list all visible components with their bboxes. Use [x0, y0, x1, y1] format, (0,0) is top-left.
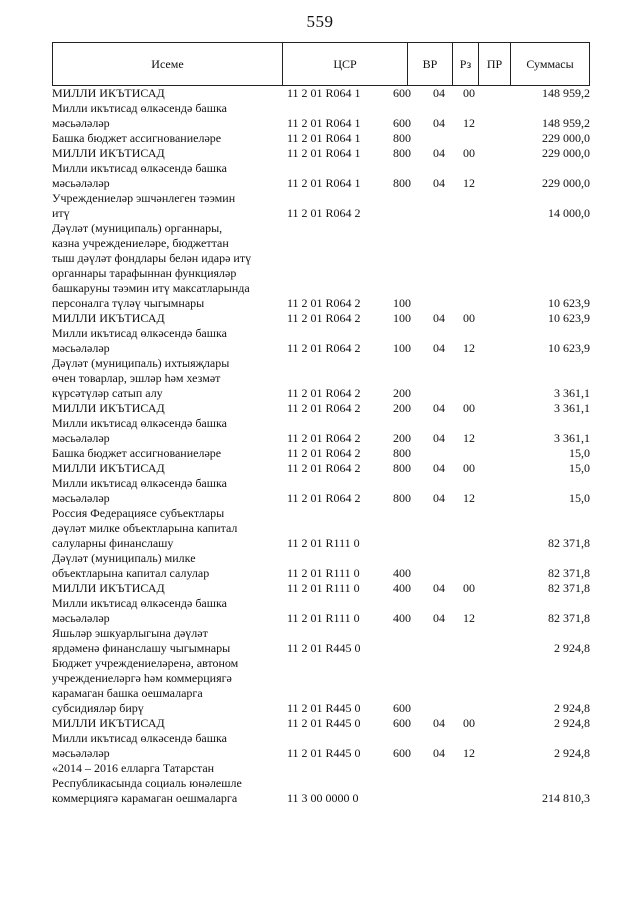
- row-sum: 2 924,8: [554, 746, 590, 760]
- header-rz: Рз: [453, 43, 479, 85]
- row-name-line: Милли икътисад өлкәсендә башка: [52, 161, 227, 175]
- row-name: [52, 221, 270, 311]
- page-number: 559: [306, 12, 334, 31]
- row-name-line: объектларына капитал салулар: [52, 566, 210, 580]
- row-sum: 10 623,9: [548, 296, 590, 310]
- row-rz: 04: [433, 176, 445, 190]
- row-rz: 04: [433, 461, 445, 475]
- row-sum: 148 959,2: [542, 116, 590, 130]
- row-vr: 600: [393, 86, 411, 100]
- header-pr: ПР: [479, 43, 511, 85]
- row-name: [52, 356, 270, 401]
- row-csr: 11 2 01 R064 1: [287, 146, 361, 160]
- table-row: [0, 191, 640, 221]
- row-name-line: мәсьәләләр: [52, 176, 110, 190]
- row-csr: 11 2 01 R064 2: [287, 491, 361, 505]
- row-sum: 3 361,1: [554, 386, 590, 400]
- row-csr: 11 2 01 R064 2: [287, 431, 361, 445]
- row-vr: 600: [393, 701, 411, 715]
- row-rz: 04: [433, 311, 445, 325]
- row-rz: 04: [433, 611, 445, 625]
- header-csr: ЦСР: [283, 43, 408, 85]
- row-pr: 00: [463, 461, 475, 475]
- row-name: [52, 446, 270, 461]
- table-row: [0, 221, 640, 311]
- row-name: [52, 326, 270, 356]
- row-name-line: субсидияләр бирү: [52, 701, 144, 715]
- row-name: [52, 716, 270, 731]
- row-name-line: салуларны финанслашу: [52, 536, 174, 550]
- row-vr: 400: [393, 611, 411, 625]
- row-name-line: дәүләт милке объектларына капитал: [52, 521, 238, 535]
- row-name-line: Башка бюджет ассигнованиеләре: [52, 446, 222, 460]
- row-vr: 100: [393, 311, 411, 325]
- row-name-line: күрсәтүләр сатып алу: [52, 386, 163, 400]
- row-name-line: МИЛЛИ ИКЪТИСАД: [52, 716, 165, 730]
- row-name: [52, 86, 270, 101]
- header-vr: ВР: [408, 43, 453, 85]
- row-csr: 11 2 01 R111 0: [287, 611, 360, 625]
- row-sum: 82 371,8: [548, 566, 590, 580]
- row-name-line: Милли икътисад өлкәсендә башка: [52, 596, 227, 610]
- table-row: [0, 401, 640, 416]
- row-pr: 00: [463, 716, 475, 730]
- table-row: [0, 101, 640, 131]
- row-name-line: Бюджет учреждениеләренә, автоном: [52, 656, 239, 670]
- row-rz: 04: [433, 86, 445, 100]
- row-name-line: Милли икътисад өлкәсендә башка: [52, 101, 227, 115]
- row-csr: 11 2 01 R064 1: [287, 131, 361, 145]
- row-rz: 04: [433, 431, 445, 445]
- row-name: [52, 596, 270, 626]
- table-row: [0, 416, 640, 446]
- row-rz: 04: [433, 581, 445, 595]
- table-row: [0, 356, 640, 401]
- header-sum: Суммасы: [526, 57, 574, 71]
- row-name: [52, 146, 270, 161]
- row-csr: 11 3 00 0000 0: [287, 791, 359, 805]
- row-vr: 400: [393, 581, 411, 595]
- row-sum: 82 371,8: [548, 611, 590, 625]
- row-csr: 11 2 01 R064 2: [287, 341, 361, 355]
- row-name-line: персоналга түләү чыгымнары: [52, 296, 205, 310]
- table-row: [0, 86, 640, 101]
- row-name-line: Милли икътисад өлкәсендә башка: [52, 731, 227, 745]
- row-name: [52, 461, 270, 476]
- row-name-line: коммерциягә карамаган оешмаларга: [52, 791, 238, 805]
- row-name: [52, 476, 270, 506]
- row-pr: 00: [463, 86, 475, 100]
- row-pr: 12: [463, 431, 475, 445]
- row-name-line: Милли икътисад өлкәсендә башка: [52, 476, 227, 490]
- row-name-line: Дәүләт (муниципаль) ихтыяҗлары: [52, 356, 230, 370]
- row-vr: 600: [393, 746, 411, 760]
- row-pr: 00: [463, 401, 475, 415]
- row-vr: 800: [393, 176, 411, 190]
- row-name-line: карамаган башка оешмаларга: [52, 686, 203, 700]
- table-row: [0, 761, 640, 806]
- row-name-line: ярдәменә финанслашу чыгымнары: [52, 641, 231, 655]
- table-row: [0, 476, 640, 506]
- row-vr: 200: [393, 431, 411, 445]
- row-pr: 00: [463, 311, 475, 325]
- row-vr: 800: [393, 446, 411, 460]
- row-name: [52, 626, 270, 656]
- row-name-line: Милли икътисад өлкәсендә башка: [52, 416, 227, 430]
- row-vr: 800: [393, 491, 411, 505]
- row-name-line: Яшьләр эшкуарлыгына дәүләт: [52, 626, 208, 640]
- row-sum: 3 361,1: [554, 401, 590, 415]
- row-csr: 11 2 01 R064 1: [287, 86, 361, 100]
- row-sum: 2 924,8: [554, 716, 590, 730]
- row-name-line: Милли икътисад өлкәсендә башка: [52, 326, 227, 340]
- row-csr: 11 2 01 R064 2: [287, 461, 361, 475]
- row-sum: 2 924,8: [554, 701, 590, 715]
- row-rz: 04: [433, 491, 445, 505]
- row-pr: 12: [463, 116, 475, 130]
- row-vr: 600: [393, 716, 411, 730]
- row-name-line: өчен товарлар, эшләр һәм хезмәт: [52, 371, 221, 385]
- table-row: [0, 446, 640, 461]
- table-row: [0, 311, 640, 326]
- row-vr: 100: [393, 341, 411, 355]
- row-name-line: МИЛЛИ ИКЪТИСАД: [52, 581, 165, 595]
- table-row: [0, 716, 640, 731]
- row-sum: 15,0: [569, 461, 590, 475]
- row-name-line: мәсьәләләр: [52, 116, 110, 130]
- row-csr: 11 2 01 R064 2: [287, 206, 361, 220]
- row-name: [52, 191, 270, 221]
- table-row: [0, 626, 640, 656]
- row-sum: 229 000,0: [542, 176, 590, 190]
- row-name: [52, 506, 270, 551]
- row-name: [52, 551, 270, 581]
- row-name-line: Дәүләт (муниципаль) милке: [52, 551, 196, 565]
- row-name-line: Дәүләт (муниципаль) органнары,: [52, 221, 223, 235]
- row-name: [52, 131, 270, 146]
- row-name: [52, 731, 270, 761]
- row-csr: 11 2 01 R111 0: [287, 581, 360, 595]
- header-name: Исеме: [53, 43, 283, 85]
- row-csr: 11 2 01 R064 2: [287, 401, 361, 415]
- row-pr: 12: [463, 176, 475, 190]
- row-vr: 800: [393, 146, 411, 160]
- row-csr: 11 2 01 R111 0: [287, 566, 360, 580]
- row-name-line: тыш дәүләт фондлары белән идарә итү: [52, 251, 252, 265]
- row-pr: 12: [463, 611, 475, 625]
- row-sum: 82 371,8: [548, 536, 590, 550]
- row-name: [52, 161, 270, 191]
- row-csr: 11 2 01 R064 1: [287, 176, 361, 190]
- row-name: [52, 656, 270, 716]
- row-sum: 10 623,9: [548, 311, 590, 325]
- row-rz: 04: [433, 746, 445, 760]
- row-name-line: МИЛЛИ ИКЪТИСАД: [52, 461, 165, 475]
- row-vr: 800: [393, 131, 411, 145]
- row-sum: 3 361,1: [554, 431, 590, 445]
- row-sum: 14 000,0: [548, 206, 590, 220]
- row-name: [52, 311, 270, 326]
- row-name-line: органнары тарафыннан функцияләр: [52, 266, 237, 280]
- row-name-line: МИЛЛИ ИКЪТИСАД: [52, 146, 165, 160]
- row-csr: 11 2 01 R064 2: [287, 311, 361, 325]
- table-row: [0, 506, 640, 551]
- row-name-line: мәсьәләләр: [52, 746, 110, 760]
- row-name-line: Республикасында социаль юнәлешле: [52, 776, 242, 790]
- row-csr: 11 2 01 R445 0: [287, 701, 361, 715]
- row-rz: 04: [433, 401, 445, 415]
- row-name-line: мәсьәләләр: [52, 611, 110, 625]
- row-name-line: Учреждениеләр эшчәнлеген тәэмин: [52, 191, 236, 205]
- row-sum: 10 623,9: [548, 341, 590, 355]
- row-name-line: МИЛЛИ ИКЪТИСАД: [52, 86, 165, 100]
- row-pr: 12: [463, 341, 475, 355]
- row-name-line: учреждениеләргә һәм коммерциягә: [52, 671, 232, 685]
- row-sum: 82 371,8: [548, 581, 590, 595]
- row-rz: 04: [433, 116, 445, 130]
- row-vr: 200: [393, 401, 411, 415]
- table-row: [0, 461, 640, 476]
- row-csr: 11 2 01 R445 0: [287, 746, 361, 760]
- table-row: [0, 731, 640, 761]
- row-vr: 400: [393, 566, 411, 580]
- row-csr: 11 2 01 R064 2: [287, 296, 361, 310]
- row-pr: 12: [463, 746, 475, 760]
- row-name-line: МИЛЛИ ИКЪТИСАД: [52, 401, 165, 415]
- row-csr: 11 2 01 R445 0: [287, 641, 361, 655]
- row-name-line: Башка бюджет ассигнованиеләре: [52, 131, 222, 145]
- table-row: [0, 146, 640, 161]
- row-sum: 229 000,0: [542, 146, 590, 160]
- row-vr: 100: [393, 296, 411, 310]
- row-name: [52, 101, 270, 131]
- row-name: [52, 581, 270, 596]
- row-name-line: мәсьәләләр: [52, 491, 110, 505]
- row-name-line: Россия Федерациясе субъектлары: [52, 506, 225, 520]
- row-sum: 15,0: [569, 446, 590, 460]
- row-sum: 148 959,2: [542, 86, 590, 100]
- row-csr: 11 2 01 R111 0: [287, 536, 360, 550]
- table-row: [0, 131, 640, 146]
- row-vr: 600: [393, 116, 411, 130]
- row-name: [52, 416, 270, 446]
- table-header: [52, 42, 590, 86]
- row-csr: 11 2 01 R445 0: [287, 716, 361, 730]
- row-rz: 04: [433, 341, 445, 355]
- row-name-line: итү: [52, 206, 70, 220]
- row-name: [52, 401, 270, 416]
- row-rz: 04: [433, 146, 445, 160]
- table-row: [0, 656, 640, 716]
- table-row: [0, 596, 640, 626]
- row-sum: 2 924,8: [554, 641, 590, 655]
- row-name-line: мәсьәләләр: [52, 431, 110, 445]
- row-vr: 200: [393, 386, 411, 400]
- row-sum: 15,0: [569, 491, 590, 505]
- row-csr: 11 2 01 R064 2: [287, 446, 361, 460]
- row-sum: 214 810,3: [542, 791, 590, 805]
- table-row: [0, 161, 640, 191]
- row-name-line: башкаруны тәэмин итү максатларында: [52, 281, 250, 295]
- table-row: [0, 326, 640, 356]
- row-name: [52, 761, 270, 806]
- row-name-line: казна учреждениеләре, бюджеттан: [52, 236, 229, 250]
- row-csr: 11 2 01 R064 1: [287, 116, 361, 130]
- row-rz: 04: [433, 716, 445, 730]
- row-name-line: мәсьәләләр: [52, 341, 110, 355]
- table-row: [0, 581, 640, 596]
- table-row: [0, 551, 640, 581]
- row-sum: 229 000,0: [542, 131, 590, 145]
- row-pr: 12: [463, 491, 475, 505]
- row-pr: 00: [463, 146, 475, 160]
- row-csr: 11 2 01 R064 2: [287, 386, 361, 400]
- row-pr: 00: [463, 581, 475, 595]
- budget-table-body: [0, 86, 640, 806]
- row-name-line: «2014 – 2016 елларга Татарстан: [52, 761, 215, 775]
- row-name-line: МИЛЛИ ИКЪТИСАД: [52, 311, 165, 325]
- row-vr: 800: [393, 461, 411, 475]
